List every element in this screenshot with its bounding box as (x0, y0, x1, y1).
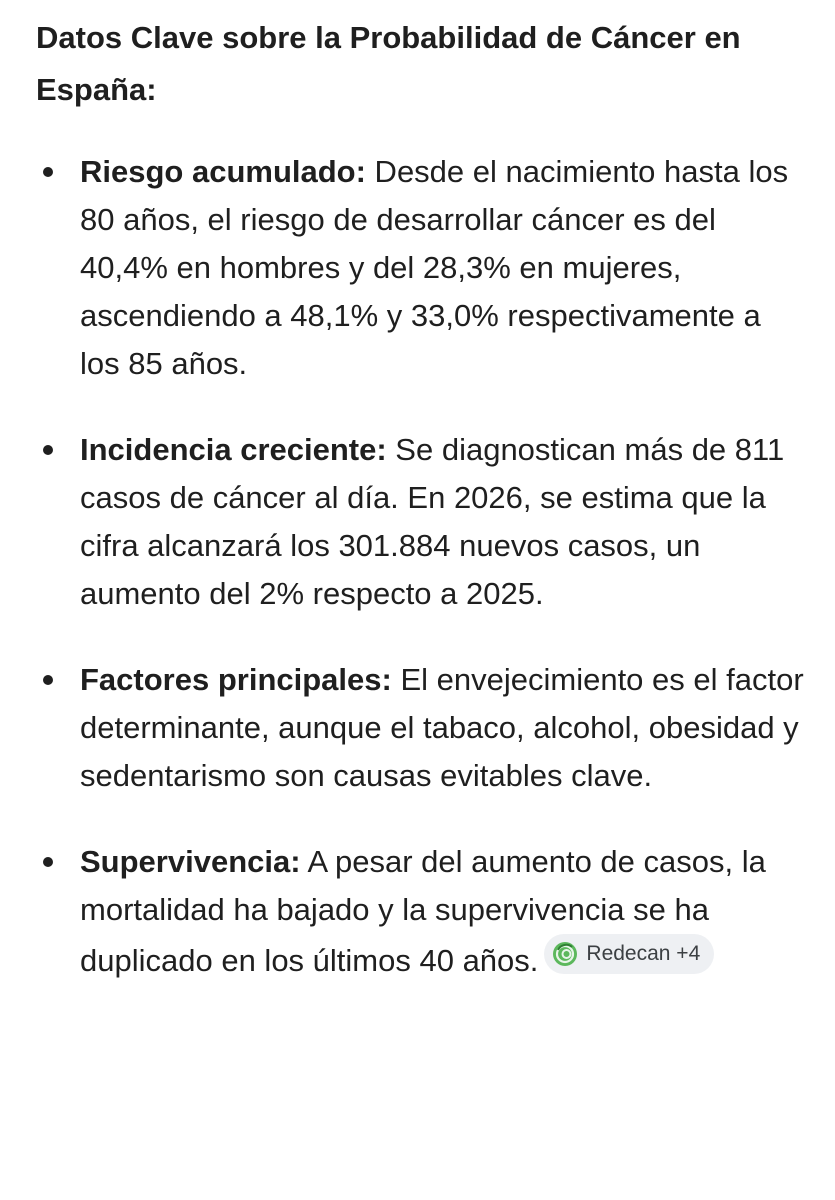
list-item-text: Se diagnostican más de 811 casos de cáncer al día. En 2026, se estima que la cifra alcanzará los 301.884 nuevos casos, un aumento del 2% respecto a 2025. (80, 432, 785, 611)
answer-content (36, 12, 806, 1023)
list-item (36, 426, 806, 618)
list-item-text: A pesar del aumento de casos, la mortalidad ha bajado y la supervivencia se ha duplicado en los últimos 40 años. (80, 844, 766, 978)
list-item-term: Factores principales: (80, 662, 392, 697)
bullet-icon (43, 167, 53, 177)
source-chip[interactable] (544, 934, 714, 974)
bullet-icon (43, 445, 53, 455)
list-item-text: Desde el nacimiento hasta los 80 años, el riesgo de desarrollar cáncer es del 40,4% en hombres y del 28,3% en mujeres, ascendiendo a 48,1% y 33,0% respectivamente a los 85 años. (80, 154, 789, 381)
source-chip-label: Redecan +4 (586, 942, 701, 965)
list-item-term: Incidencia creciente: (80, 432, 387, 467)
list-item (36, 148, 806, 388)
section-heading: Datos Clave sobre la Probabilidad de Cáncer en España: (36, 20, 741, 107)
list-item (36, 838, 806, 985)
bullet-icon (43, 857, 53, 867)
list-item-term: Supervivencia: (80, 844, 301, 879)
list-item-text: El envejecimiento es el factor determinante, aunque el tabaco, alcohol, obesidad y sedentarismo son causas evitables clave. (80, 662, 804, 793)
list-item-term: Riesgo acumulado: (80, 154, 366, 189)
bullet-icon (43, 675, 53, 685)
source-logo-icon (552, 941, 578, 967)
list-item (36, 656, 806, 800)
key-facts-list (36, 148, 806, 985)
